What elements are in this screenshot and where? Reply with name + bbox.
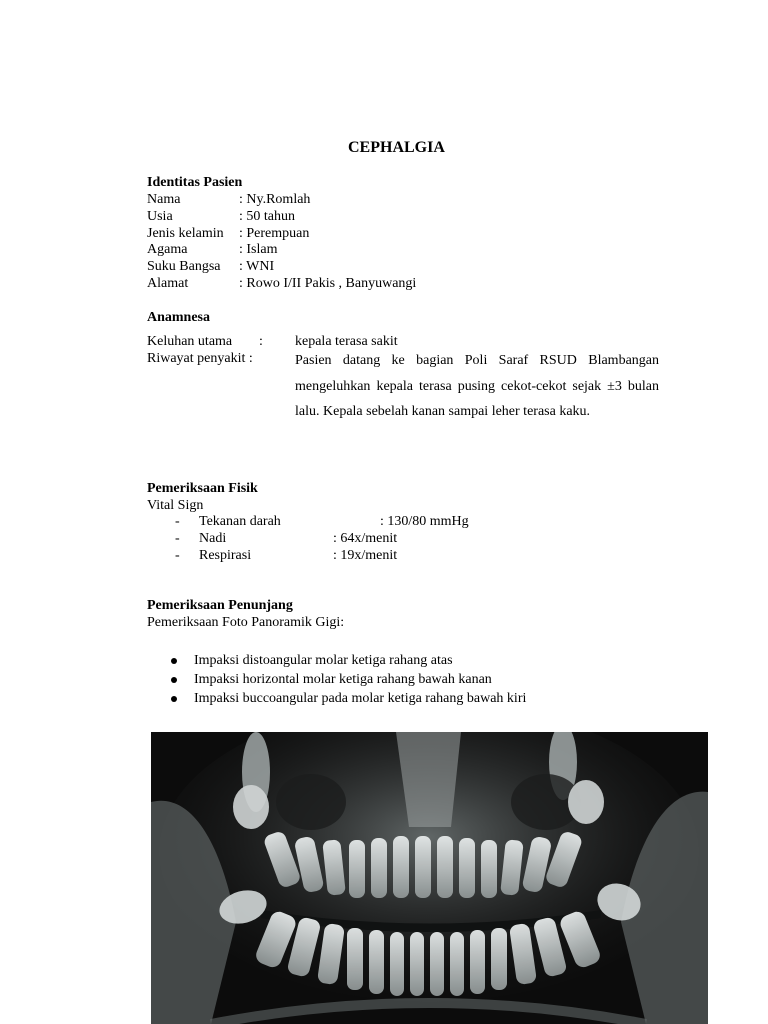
vital-value: : 19x/menit xyxy=(333,548,398,563)
list-dash: - xyxy=(175,548,180,563)
identitas-value: : Ny.Romlah xyxy=(239,192,311,207)
bullet-icon xyxy=(171,696,177,702)
keluhan-colon: : xyxy=(259,334,263,349)
keluhan-label: Keluhan utama xyxy=(147,334,233,349)
identitas-value: : Perempuan xyxy=(239,226,310,241)
identitas-label: Nama xyxy=(147,192,181,207)
vital-value: : 64x/menit xyxy=(333,531,398,546)
page-title: CEPHALGIA xyxy=(348,139,445,156)
identitas-label: Suku Bangsa xyxy=(147,259,221,274)
riwayat-label: Riwayat penyakit : xyxy=(147,351,253,366)
vital-label: Tekanan darah xyxy=(199,514,281,529)
list-item: Impaksi horizontal molar ketiga rahang bawah kanan xyxy=(194,672,492,687)
anamnesa-heading: Anamnesa xyxy=(147,310,211,325)
identitas-heading: Identitas Pasien xyxy=(147,175,243,190)
list-dash: - xyxy=(175,531,180,546)
list-dash: - xyxy=(175,514,180,529)
list-item: Impaksi distoangular molar ketiga rahang atas xyxy=(194,653,453,668)
identitas-value: : Islam xyxy=(239,242,278,257)
identitas-label: Jenis kelamin xyxy=(147,226,224,241)
identitas-label: Agama xyxy=(147,242,188,257)
vital-value: : 130/80 mmHg xyxy=(380,514,469,529)
vital-label: Nadi xyxy=(199,531,227,546)
vital-label: Respirasi xyxy=(199,548,252,563)
identitas-label: Usia xyxy=(147,209,173,224)
identitas-label: Alamat xyxy=(147,276,189,291)
bullet-icon xyxy=(171,658,177,664)
panoramic-xray-image xyxy=(151,732,708,1024)
xray-drawing xyxy=(151,732,708,1024)
riwayat-paragraph: Pasien datang ke bagian Poli Saraf RSUD Blambangan mengeluhkan kepala terasa pusing cekot-cekot sejak ±3 bulan lalu. Kepala sebelah kanan sampai leher terasa kaku. xyxy=(295,353,659,419)
identitas-value: : 50 tahun xyxy=(239,209,295,224)
penunjang-subheading: Pemeriksaan Foto Panoramik Gigi: xyxy=(147,615,345,630)
penunjang-heading: Pemeriksaan Penunjang xyxy=(147,598,293,613)
identitas-value: : Rowo I/II Pakis , Banyuwangi xyxy=(239,276,417,291)
fisik-heading: Pemeriksaan Fisik xyxy=(147,481,258,496)
keluhan-value: kepala terasa sakit xyxy=(295,334,398,349)
identitas-value: : WNI xyxy=(239,259,275,274)
bullet-icon xyxy=(171,677,177,683)
list-item: Impaksi buccoangular pada molar ketiga rahang bawah kiri xyxy=(194,691,527,706)
vital-sign-label: Vital Sign xyxy=(147,498,204,513)
